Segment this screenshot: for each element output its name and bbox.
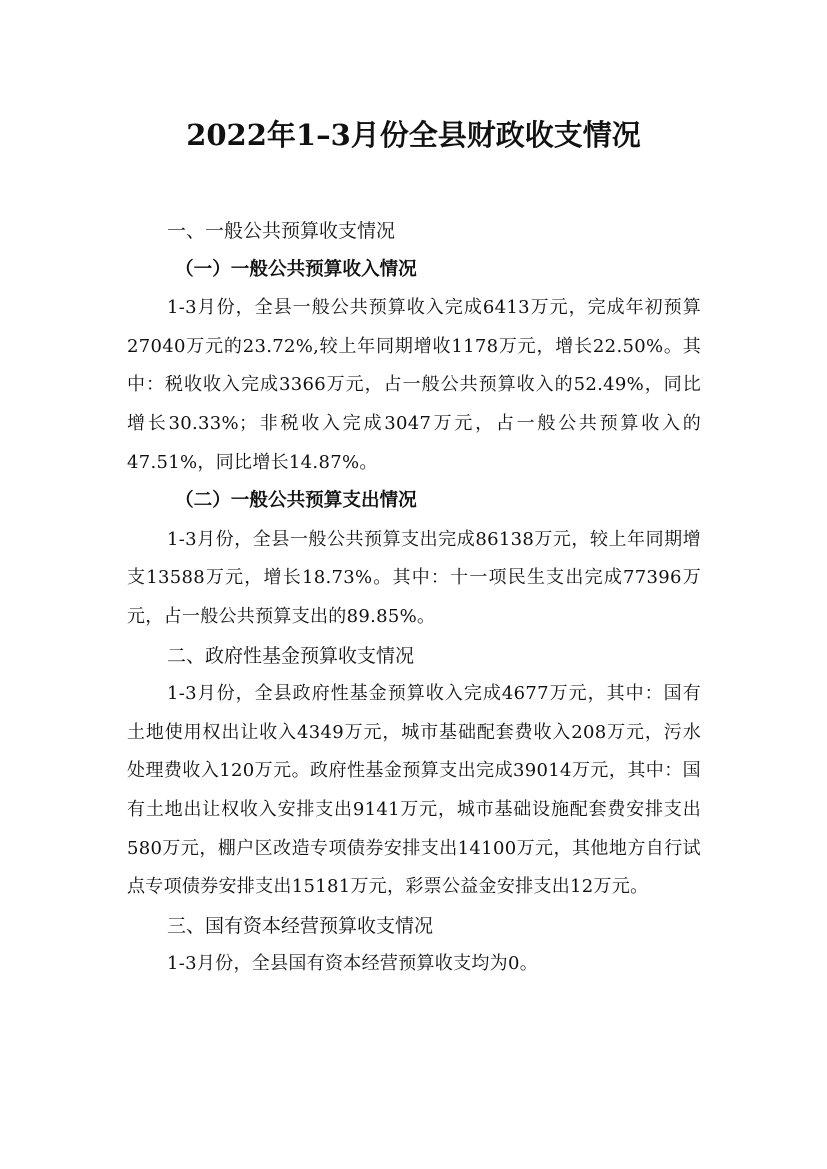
section-heading-government-fund: 二、政府性基金预算收支情况 [167, 644, 415, 667]
document-body [127, 212, 701, 984]
subsection-heading-revenue: （一）一般公共预算收入情况 [175, 258, 417, 280]
paragraph-expenditure: 1-3月份，全县一般公共预算支出完成86138万元，较上年同期增支13588万元，增长18.73%。其中：十一项民生支出完成77396万元，占一般公共预算支出的89.85%。 [127, 528, 701, 627]
subsection-heading-expenditure: （二）一般公共预算支出情况 [175, 490, 417, 512]
document-title: 2022年1–3月份全县财政收支情况 [186, 118, 641, 152]
paragraph-government-fund: 1-3月份，全县政府性基金预算收入完成4677万元，其中：国有土地使用权出让收入4349万元，城市基础配套费收入208万元，污水处理费收入120万元。政府性基金预算支出完成39014万元，其中：国有土地出让权收入安排支出9141万元，城市基础设施配套费安排支出580万元，棚户区改造专项债券安排支出14100万元，其他地方自行试点专项债券安排支出15181万元，彩票公益金安排支出12万元。 [127, 683, 701, 898]
paragraph-revenue: 1-3月份，全县一般公共预算收入完成6413万元，完成年初预算27040万元的23.72%,较上年同期增收1178万元，增长22.50%。其中：税收收入完成3366万元，占一般公共预算收入的52.49%，同比增长30.33%；非税收入完成3047万元，占一般公共预算收入的47.51%，同比增长14.87%。 [127, 297, 701, 473]
section-heading-general-budget: 一、一般公共预算收支情况 [167, 220, 396, 242]
section-heading-state-capital: 三、国有资本经营预算收支情况 [167, 914, 434, 937]
paragraph-state-capital: 1-3月份，全县国有资本经营预算收支均为0。 [167, 953, 539, 975]
